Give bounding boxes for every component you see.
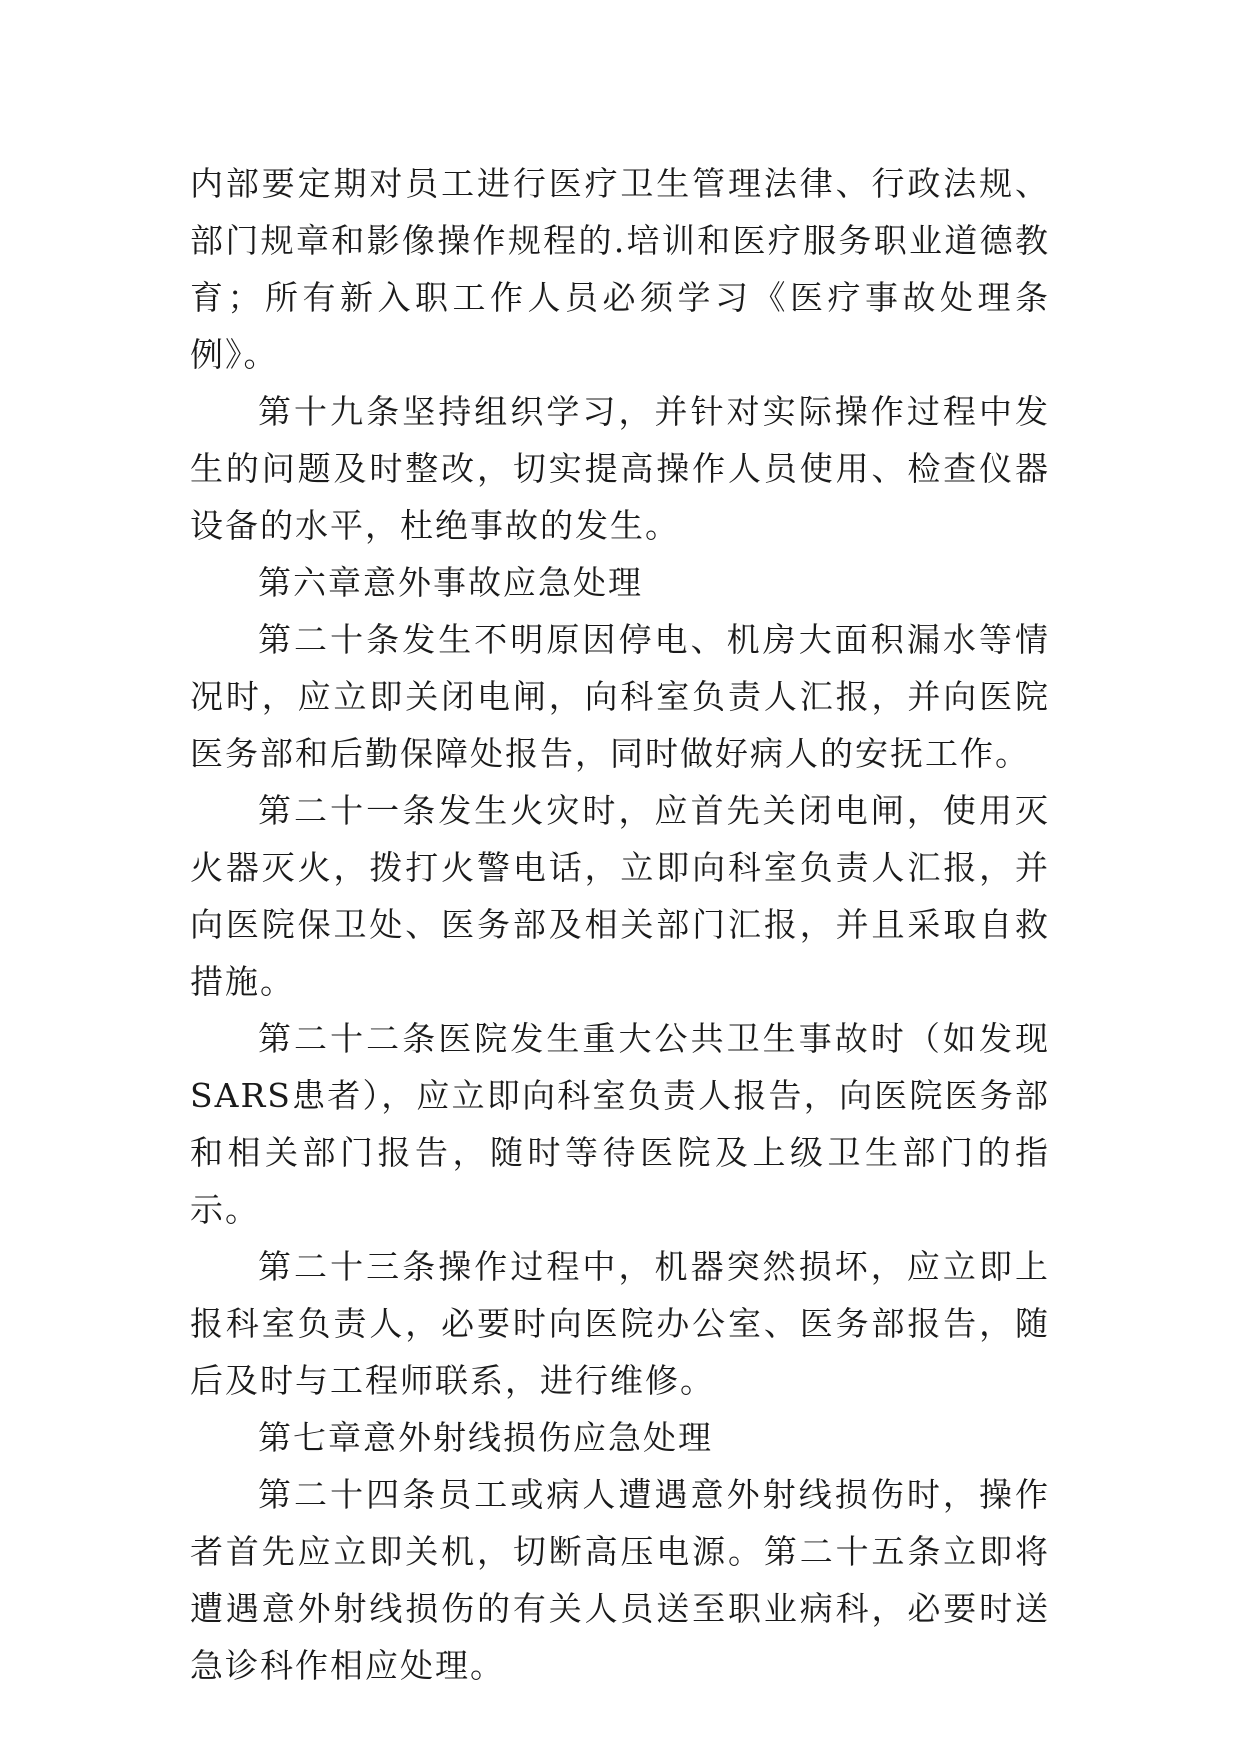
chapter-6-heading: 第六章意外事故应急处理 bbox=[258, 563, 643, 602]
paragraph-article-21: 第二十一条发生火灾时，应首先关闭电闸，使用灭火器灭火，拨打火警电话，立即向科室负责人汇报，并向医院保卫处、医务部及相关部门汇报，并且采取自救措施。 bbox=[190, 791, 1050, 1001]
paragraph-article-23: 第二十三条操作过程中，机器突然损坏，应立即上报科室负责人，必要时向医院办公室、医务部报告，随后及时与工程师联系，进行维修。 bbox=[190, 1247, 1050, 1400]
paragraph-article-24-25: 第二十四条员工或病人遭遇意外射线损伤时，操作者首先应立即关机，切断高压电源。第二十五条立即将遭遇意外射线损伤的有关人员送至职业病科，必要时送急诊科作相应处理。 bbox=[190, 1475, 1050, 1685]
document-body bbox=[190, 155, 1050, 1694]
paragraph-article-22: 第二十二条医院发生重大公共卫生事故时（如发现SARS患者），应立即向科室负责人报告，向医院医务部和相关部门报告，随时等待医院及上级卫生部门的指示。 bbox=[190, 1019, 1050, 1229]
paragraph-article-20: 第二十条发生不明原因停电、机房大面积漏水等情况时，应立即关闭电闸，向科室负责人汇报，并向医院医务部和后勤保障处报告，同时做好病人的安抚工作。 bbox=[190, 620, 1050, 773]
paragraph-training-continued: 内部要定期对员工进行医疗卫生管理法律、行政法规、部门规章和影像操作规程的.培训和医疗服务职业道德教育；所有新入职工作人员必须学习《医疗事故处理条例》。 bbox=[190, 164, 1050, 374]
chapter-7-heading: 第七章意外射线损伤应急处理 bbox=[258, 1418, 713, 1457]
paragraph-article-19: 第十九条坚持组织学习，并针对实际操作过程中发生的问题及时整改，切实提高操作人员使用、检查仪器设备的水平，杜绝事故的发生。 bbox=[190, 392, 1050, 545]
